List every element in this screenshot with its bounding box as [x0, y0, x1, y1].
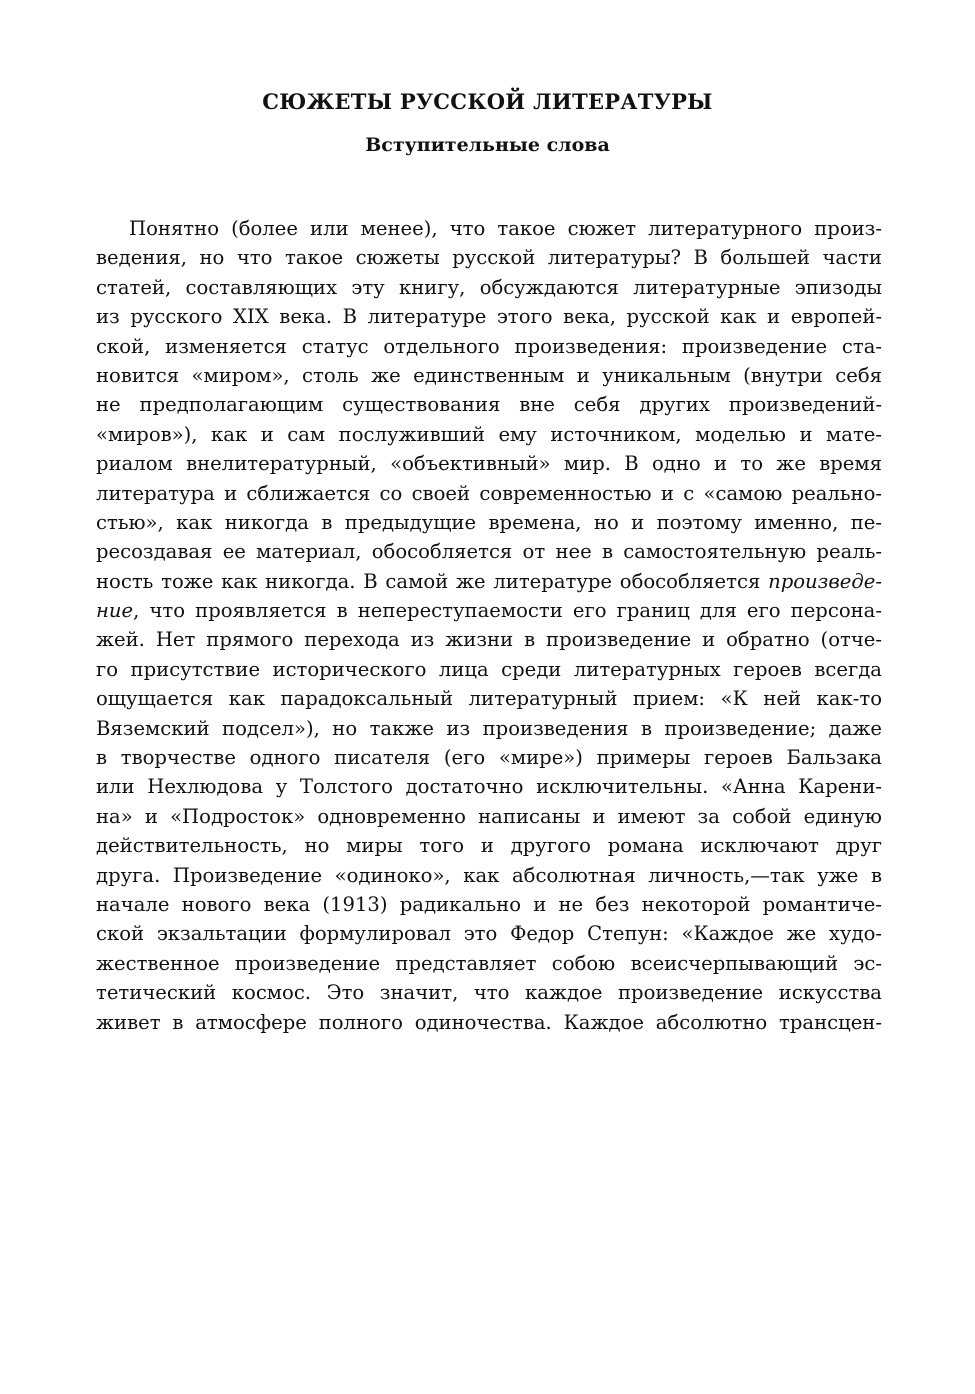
italic-word-end: ние	[96, 599, 134, 623]
text-line-25: ской экзальтации формулировал это Федор Степун: «Каждое же худо-	[96, 922, 882, 946]
text-line-19: в творчестве одного писателя (его «мире») примеры героев Бальзака	[96, 746, 882, 770]
page-title: СЮЖЕТЫ РУССКОЙ ЛИТЕРАТУРЫ	[262, 89, 713, 114]
text-line-17: ощущается как парадоксальный литературный прием: «К ней как-то	[96, 687, 882, 711]
text-line-13-plain: ность тоже как никогда. В самой же литературе обособляется	[96, 569, 769, 593]
text-line-8: «миров»), как и сам послуживший ему источником, моделью и мате-	[96, 422, 882, 446]
text-line-18: Вяземский подсел»), но также из произведения в произведение; даже	[96, 716, 882, 740]
text-line-27: тетический космос. Это значит, что каждое произведение искусства	[96, 981, 882, 1005]
section-subtitle: Вступительные слова	[365, 134, 610, 156]
text-line-15: жей. Нет прямого перехода из жизни в произведение и обратно (отче-	[96, 628, 882, 652]
text-line-11: стью», как никогда в предыдущие времена, но и поэтому именно, пе-	[96, 510, 882, 534]
body-paragraph	[96, 214, 882, 1037]
text-line-12: ресоздавая ее материал, обособляется от нее в самостоятельную реаль-	[96, 540, 882, 564]
text-line-10: литература и сближается со своей современностью и с «самою реально-	[96, 481, 882, 505]
text-line-26: жественное произведение представляет собою всеисчерпывающий эс-	[96, 951, 882, 975]
text-line-20: или Нехлюдова у Толстого достаточно исключительны. «Анна Карени-	[96, 775, 882, 799]
text-line-14	[96, 596, 882, 625]
text-line-9: риалом внелитературный, «объективный» мир. В одно и то же время	[96, 452, 882, 476]
text-line-3: статей, составляющих эту книгу, обсуждаются литературные эпизоды	[96, 275, 882, 299]
text-line-16: го присутствие исторического лица среди литературных героев всегда	[96, 657, 882, 681]
text-line-22: действительность, но миры того и другого романа исключают друг	[96, 834, 882, 858]
text-line-28: живет в атмосфере полного одиночества. Каждое абсолютно трансцен-	[96, 1010, 882, 1034]
text-line-23: друга. Произведение «одиноко», как абсолютная личность,—так уже в	[96, 863, 882, 887]
text-line-4: из русского XIX века. В литературе этого века, русской как и европей-	[96, 305, 882, 329]
text-line-5: ской, изменяется статус отдельного произведения: произведение ста-	[96, 334, 882, 358]
text-line-13	[96, 567, 882, 596]
text-line-7: не предполагающим существования вне себя других произведений-	[96, 393, 882, 417]
text-line-2: ведения, но что такое сюжеты русской литературы? В большей части	[96, 246, 882, 270]
text-line-1: Понятно (более или менее), что такое сюжет литературного произ-	[129, 217, 882, 240]
text-line-21: на» и «Подросток» одновременно написаны и имеют за собой единую	[96, 804, 882, 828]
text-line-6: новится «миром», столь же единственным и уникальным (внутри себя	[96, 363, 882, 387]
text-line-24: начале нового века (1913) радикально и не без некоторой романтиче-	[96, 892, 882, 916]
italic-word-start: произведе-	[768, 569, 882, 593]
text-line-14-rest: , что проявляется в непереступаемости его границ для его персона-	[133, 599, 882, 623]
